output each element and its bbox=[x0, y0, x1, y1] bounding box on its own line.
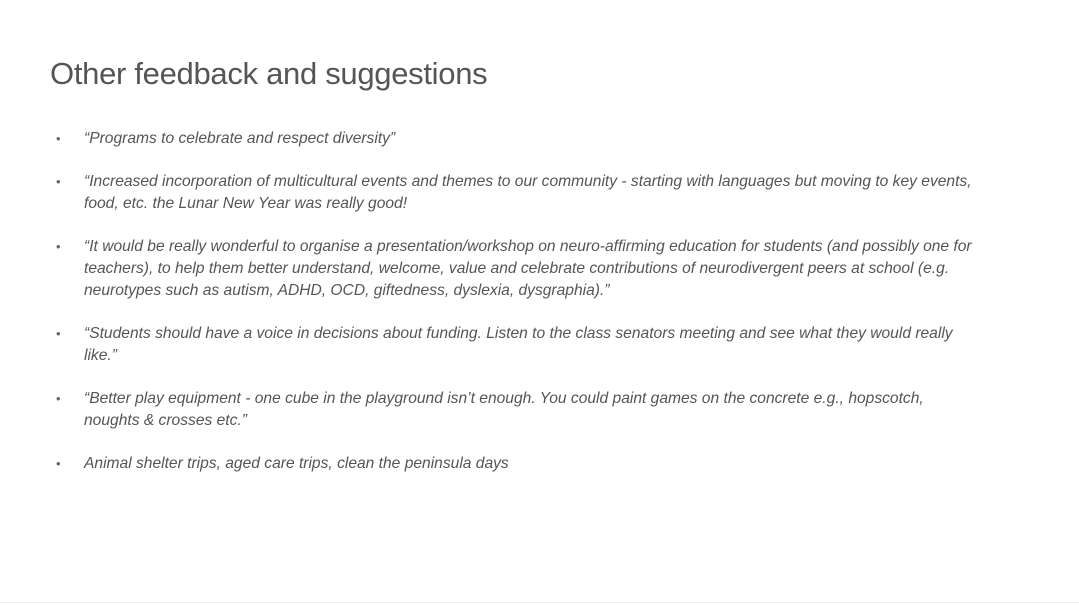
slide-title: Other feedback and suggestions bbox=[50, 56, 488, 91]
bullet-icon: • bbox=[56, 174, 61, 189]
list-item bbox=[56, 388, 976, 432]
bullet-icon: • bbox=[56, 326, 61, 341]
list-item-text: “Programs to celebrate and respect diversity” bbox=[84, 130, 396, 147]
list-item-text: “It would be really wonderful to organise a presentation/workshop on neuro-affirming education for students (and possibly one for teachers), to help them better understand, welcome, value and celebrate contributions of neurodivergent peers at school (e.g. neurotypes such as autism, ADHD, OCD, giftedness, dyslexia, dysgraphia).” bbox=[84, 238, 972, 299]
list-item bbox=[56, 323, 976, 367]
list-item-text: Animal shelter trips, aged care trips, clean the peninsula days bbox=[84, 455, 509, 472]
list-item-text: “Students should have a voice in decisions about funding. Listen to the class senators meeting and see what they would really like.” bbox=[84, 325, 953, 364]
feedback-list bbox=[56, 128, 976, 496]
bullet-icon: • bbox=[56, 391, 61, 406]
bullet-icon: • bbox=[56, 456, 61, 471]
list-item-text: “Better play equipment - one cube in the playground isn’t enough. You could paint games on the concrete e.g., hopscotch, noughts & crosses etc.” bbox=[84, 390, 924, 429]
list-item-text: “Increased incorporation of multicultural events and themes to our community - starting with languages but moving to key events, food, etc. the Lunar New Year was really good! bbox=[84, 173, 972, 212]
list-item bbox=[56, 171, 976, 215]
list-item bbox=[56, 128, 976, 150]
bullet-icon: • bbox=[56, 131, 61, 146]
list-item bbox=[56, 236, 976, 302]
list-item bbox=[56, 453, 976, 475]
bullet-icon: • bbox=[56, 239, 61, 254]
